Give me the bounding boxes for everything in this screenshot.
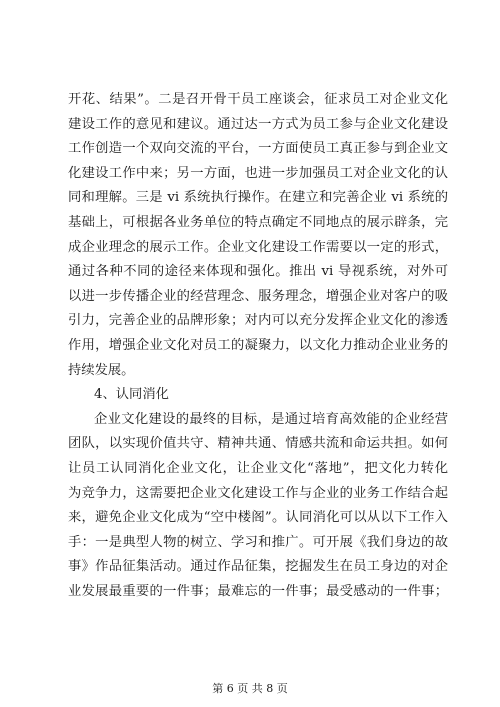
text-line: 同和理解。三是 vi 系统执行操作。在建立和完善企业 vi 系统的 [68,190,448,206]
text-line: 持续发展。 [68,362,135,378]
page-footer: 第 6 页 共 8 页 [212,682,288,695]
text-line: 工作创造一个双向交流的平台，一方面使员工真正参与到企业文 [68,141,448,157]
text-line: 开花、结果”。二是召开骨干员工座谈会，征求员工对企业文化 [68,92,448,107]
text-line: 作用，增强企业文化对员工的凝聚力，以文化力推动企业业务的 [68,337,448,353]
text-line: 团队，以实现价值共守、精神共通、情感共流和命运共担。如何 [68,436,448,452]
text-line: 成企业理念的展示工作。企业文化建设工作需要以一定的形式， [68,239,448,255]
text-line: 手：一是典型人物的树立、学习和推广。可开展《我们身边的故 [68,534,448,550]
section-heading: 4、认同消化 [94,387,169,403]
text-line: 让员工认同消化企业文化，让企业文化“落地”，把文化力转化 [68,460,448,476]
text-line: 事》作品征集活动。通过作品征集，挖掘发生在员工身边的对企 [68,559,448,575]
text-line: 为竞争力，这需要把企业文化建设工作与企业的业务工作结合起 [68,485,448,501]
text-line: 企业文化建设的最终的目标，是通过培育高效能的企业经营 [94,411,448,427]
text-line: 来，避免企业文化成为“空中楼阁”。认同消化可以从以下工作入 [68,510,448,526]
text-line: 引力，完善企业的品牌形象；对内可以充分发挥企业文化的渗透 [68,313,448,329]
text-line: 业发展最重要的一件事；最难忘的一件事；最受感动的一件事； [68,583,448,599]
text-line: 建设工作的意见和建议。通过达一方式为员工参与企业文化建设 [68,116,448,132]
body-text [68,88,448,604]
text-line: 化建设工作中来；另一方面，也进一步加强员工对企业文化的认 [68,165,448,181]
text-line: 基础上，可根据各业务单位的特点确定不同地点的展示辟条，完 [68,214,448,230]
text-line: 通过各种不同的途径来体现和强化。推出 vi 导视系统，对外可 [68,264,448,280]
text-line: 以进一步传播企业的经营理念、服务理念，增强企业对客户的吸 [68,288,448,304]
